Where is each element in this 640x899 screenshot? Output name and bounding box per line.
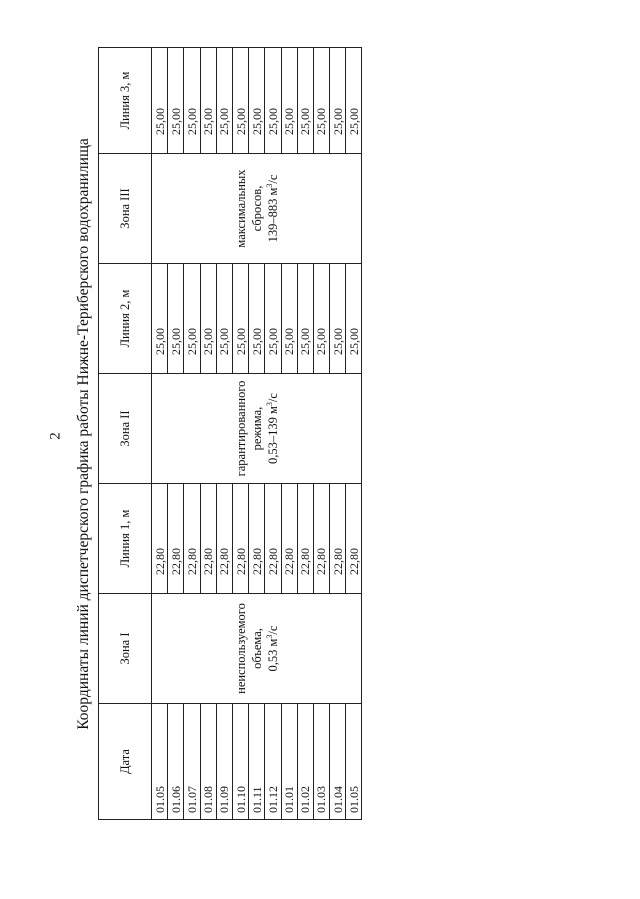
line-1-cell: 22,80 — [200, 484, 216, 594]
date-cell: 01.09 — [216, 704, 232, 820]
line-2-cell: 25,00 — [152, 264, 168, 374]
zone-flow-value: 0,53–139 м — [265, 406, 280, 464]
line-1-cell: 22,80 — [184, 484, 200, 594]
header-date: Дата — [99, 704, 152, 820]
line-2-cell: 25,00 — [249, 264, 265, 374]
line-1-cell: 22,80 — [297, 484, 313, 594]
line-2-cell: 25,00 — [184, 264, 200, 374]
zone-1-cell — [152, 594, 362, 704]
header-line-2: Линия 2, м — [99, 264, 152, 374]
line-2-cell: 25,00 — [200, 264, 216, 374]
line-3-cell: 25,00 — [200, 48, 216, 154]
zone-unit-tail: /с — [265, 625, 280, 635]
date-cell: 01.06 — [168, 704, 184, 820]
line-2-cell: 25,00 — [330, 264, 346, 374]
date-cell: 01.02 — [297, 704, 313, 820]
page-number: 2 — [47, 432, 64, 440]
zone-2-cell — [152, 374, 362, 484]
document-title: Координаты линий диспетчерского графика работы Нижне-Териберского водохранилища — [75, 138, 92, 730]
zone-flow-range — [265, 374, 281, 483]
header-line-1: Линия 1, м — [99, 484, 152, 594]
date-cell: 01.01 — [281, 704, 297, 820]
line-1-cell: 22,80 — [330, 484, 346, 594]
line-2-cell: 25,00 — [265, 264, 281, 374]
line-2-cell: 25,00 — [346, 264, 362, 374]
line-2-cell: 25,00 — [297, 264, 313, 374]
line-3-cell: 25,00 — [346, 48, 362, 154]
zone-unit-tail: /с — [265, 174, 280, 184]
date-cell: 01.07 — [184, 704, 200, 820]
line-2-cell: 25,00 — [313, 264, 329, 374]
line-3-cell: 25,00 — [168, 48, 184, 154]
line-1-cell: 22,80 — [281, 484, 297, 594]
line-1-cell: 22,80 — [152, 484, 168, 594]
zone-unit-tail: /с — [265, 393, 280, 403]
line-2-cell: 25,00 — [232, 264, 248, 374]
date-cell: 01.05 — [152, 704, 168, 820]
zone-description: гарантированного режима, — [233, 380, 264, 477]
line-3-cell: 25,00 — [313, 48, 329, 154]
header-row — [99, 48, 152, 820]
date-cell: 01.05 — [346, 704, 362, 820]
dispatch-schedule-table — [98, 47, 362, 820]
line-1-cell: 22,80 — [232, 484, 248, 594]
zone-description: неиспользуемого объема, — [233, 603, 264, 694]
rotated-table-wrapper — [98, 48, 361, 820]
line-3-cell: 25,00 — [232, 48, 248, 154]
header-zone-2: Зона II — [99, 374, 152, 484]
zone-unit-exponent: 3 — [264, 402, 274, 407]
line-2-cell: 25,00 — [281, 264, 297, 374]
line-1-cell: 22,80 — [346, 484, 362, 594]
line-1-cell: 22,80 — [265, 484, 281, 594]
line-1-cell: 22,80 — [313, 484, 329, 594]
date-cell: 01.08 — [200, 704, 216, 820]
line-3-cell: 25,00 — [152, 48, 168, 154]
header-line-3: Линия 3, м — [99, 48, 152, 154]
line-3-cell: 25,00 — [281, 48, 297, 154]
header-zone-3: Зона III — [99, 154, 152, 264]
line-1-cell: 22,80 — [249, 484, 265, 594]
date-cell: 01.11 — [249, 704, 265, 820]
line-1-cell: 22,80 — [216, 484, 232, 594]
line-2-cell: 25,00 — [168, 264, 184, 374]
zone-flow-range — [265, 154, 281, 263]
header-zone-1: Зона I — [99, 594, 152, 704]
zone-flow-range — [265, 594, 281, 703]
line-3-cell: 25,00 — [297, 48, 313, 154]
line-3-cell: 25,00 — [184, 48, 200, 154]
line-1-cell: 22,80 — [168, 484, 184, 594]
zone-unit-exponent: 3 — [264, 634, 274, 639]
date-cell: 01.04 — [330, 704, 346, 820]
date-cell: 01.12 — [265, 704, 281, 820]
line-2-cell: 25,00 — [216, 264, 232, 374]
zone-description: максимальных сбросов, — [233, 169, 264, 248]
table-row — [152, 48, 168, 820]
date-cell: 01.03 — [313, 704, 329, 820]
line-3-cell: 25,00 — [216, 48, 232, 154]
date-cell: 01.10 — [232, 704, 248, 820]
line-3-cell: 25,00 — [265, 48, 281, 154]
line-3-cell: 25,00 — [330, 48, 346, 154]
zone-flow-value: 0,53 м — [265, 638, 280, 672]
zone-3-cell — [152, 154, 362, 264]
line-3-cell: 25,00 — [249, 48, 265, 154]
zone-unit-exponent: 3 — [264, 183, 274, 188]
zone-flow-value: 139–883 м — [265, 187, 280, 243]
